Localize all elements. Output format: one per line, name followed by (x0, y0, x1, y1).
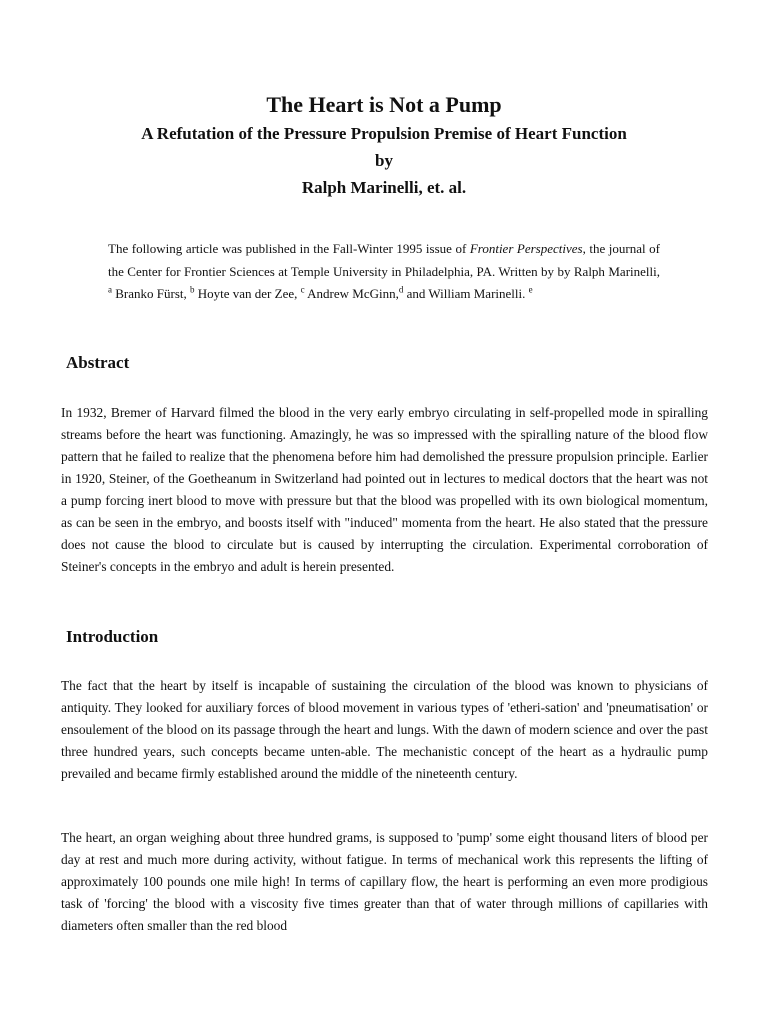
author-c: Hoyte van der Zee, (194, 286, 301, 301)
footnote-mark-d: d (398, 284, 404, 295)
publication-note (108, 238, 660, 306)
author-e: and William Marinelli. (403, 286, 529, 301)
introduction-heading: Introduction (66, 627, 159, 646)
abstract-body: In 1932, Bremer of Harvard filmed the blood in the very early embryo circulating in self-propelled mode in spiralling streams before the heart was functioning. Amazingly, he was so impressed with the spiralling nature of the blood flow pattern that he failed to realize that the phenomena before him had demolished the pressure propulsion principle. Earlier in 1920, Steiner, of the Goetheanum in Switzerland had pointed out in lectures to medical doctors that the heart was not a pump forcing inert blood to move with pressure but that the blood was propelled with its own biological momentum, as can be seen in the embryo, and boosts itself with "induced" momenta from the heart. He also stated that the pressure does not cause the blood to circulate but is caused by interrupting the circulation. Experimental corroboration of Steiner's concepts in the embryo and adult is herein presented. (61, 405, 708, 574)
footnote-mark-c: c (300, 284, 305, 295)
note-text-1: The following article was published in the Fall-Winter 1995 issue of (108, 241, 470, 256)
introduction-paragraph-1: The fact that the heart by itself is incapable of sustaining the circulation of the blood was known to physicians of antiquity. They looked for auxiliary forces of blood movement in various types of 'etheri-sation' and 'pneumatisation' or ensoulement of the blood on its passage through the heart and lungs. With the dawn of modern science and over the past three hundred years, such concepts became unten-able. The mechanistic concept of the heart as a hydraulic pump prevailed and became firmly established around the middle of the nineteenth century. (61, 678, 708, 781)
journal-name: Frontier Perspectives (469, 241, 583, 256)
document-title: The Heart is Not a Pump (266, 92, 502, 117)
note-text-2: , the journal of the Center for Frontier Sciences at Temple University in Philadelphia, PA. Written by by Ralph Marinelli, (108, 241, 660, 279)
document-subtitle: A Refutation of the Pressure Propulsion Premise of Heart Function (141, 124, 627, 143)
abstract-heading: Abstract (66, 353, 130, 372)
author-d: Andrew McGinn, (304, 286, 399, 301)
footnote-mark-e: e (528, 284, 533, 295)
footnote-mark-a: a (108, 284, 112, 295)
by-line: by (375, 151, 393, 170)
introduction-paragraph-2: The heart, an organ weighing about three hundred grams, is supposed to 'pump' some eight thousand liters of blood per day at rest and much more during activity, without fatigue. In terms of mechanical work this represents the lifting of approximately 100 pounds one mile high! In terms of capillary flow, the heart is performing an even more prodigious task of 'forcing' the blood with a viscosity five times greater than that of water through millions of capillaries with diameters often smaller than the red blood (61, 830, 708, 933)
title-block (0, 90, 768, 201)
author-b: Branko Fürst, (112, 286, 190, 301)
authors-line: Ralph Marinelli, et. al. (301, 178, 467, 197)
footnote-mark-b: b (190, 284, 195, 295)
